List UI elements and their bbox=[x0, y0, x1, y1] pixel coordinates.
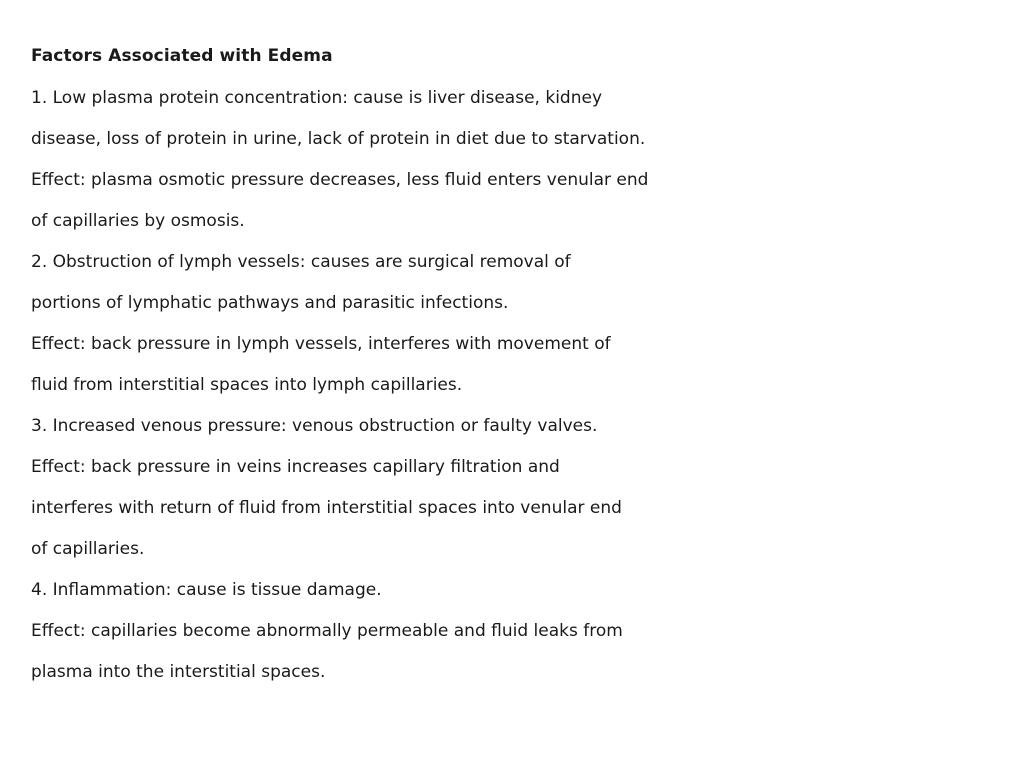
text-line: of capillaries by osmosis. bbox=[31, 211, 245, 231]
text-line: 4. Inflammation: cause is tissue damage. bbox=[31, 580, 382, 600]
text-line: interferes with return of fluid from interstitial spaces into venular end bbox=[31, 498, 622, 518]
text-line: fluid from interstitial spaces into lymph capillaries. bbox=[31, 375, 463, 395]
text-line: 1. Low plasma protein concentration: cause is liver disease, kidney bbox=[31, 88, 603, 108]
text-line: Effect: back pressure in lymph vessels, interferes with movement of bbox=[31, 334, 611, 354]
text-line: Effect: plasma osmotic pressure decreases, less fluid enters venular end bbox=[31, 170, 649, 190]
text-line: of capillaries. bbox=[31, 539, 145, 559]
text-line: 3. Increased venous pressure: venous obstruction or faulty valves. bbox=[31, 416, 598, 436]
page-title: Factors Associated with Edema bbox=[31, 46, 333, 66]
text-line: Effect: capillaries become abnormally permeable and fluid leaks from bbox=[31, 621, 623, 641]
text-line: 2. Obstruction of lymph vessels: causes are surgical removal of bbox=[31, 252, 571, 272]
text-line: plasma into the interstitial spaces. bbox=[31, 662, 326, 682]
text-line: portions of lymphatic pathways and parasitic infections. bbox=[31, 293, 509, 313]
text-line: Effect: back pressure in veins increases capillary filtration and bbox=[31, 457, 560, 477]
text-line: disease, loss of protein in urine, lack of protein in diet due to starvation. bbox=[31, 129, 646, 149]
